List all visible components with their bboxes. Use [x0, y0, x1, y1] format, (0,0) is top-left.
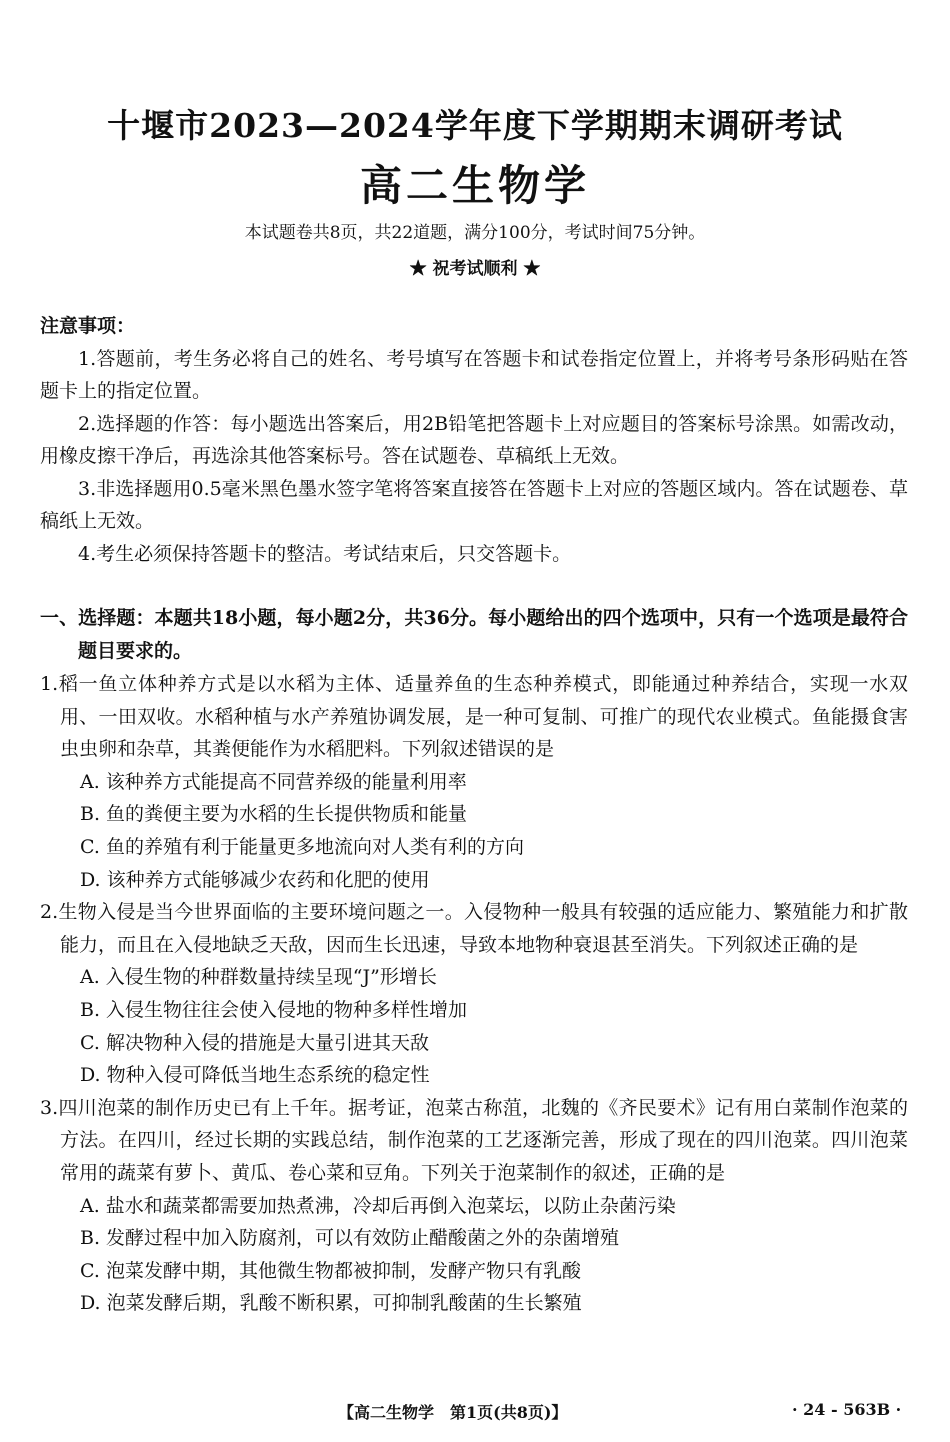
- notice-item: 3.非选择题用0.5毫米黑色墨水签字笔将答案直接答在答题卡上对应的答题区域内。答在试题卷、草稿纸上无效。: [40, 477, 908, 532]
- option-d: D. 泡菜发酵后期，乳酸不断积累，可抑制乳酸菌的生长繁殖: [80, 1292, 582, 1315]
- notice-item: 1.答题前，考生务必将自己的姓名、考号填写在答题卡和试卷指定位置上，并将考号条形码贴在答题卡上的指定位置。: [40, 347, 908, 402]
- exam-info: 本试题卷共8页，共22道题，满分100分，考试时间75分钟。: [244, 223, 706, 243]
- option-c: C. 解决物种入侵的措施是大量引进其天敌: [80, 1031, 429, 1054]
- option-d: D. 物种入侵可降低当地生态系统的稳定性: [80, 1064, 430, 1087]
- exam-title: 十堰市2023—2024学年度下学期期末调研考试: [107, 106, 843, 145]
- option-a: A. 入侵生物的种群数量持续呈现“J”形增长: [80, 966, 437, 989]
- notice-block: [40, 310, 908, 570]
- option-b: B. 发酵过程中加入防腐剂，可以有效防止醋酸菌之外的杂菌增殖: [80, 1227, 620, 1250]
- notice-title: 注意事项：: [40, 315, 136, 337]
- question-list: [40, 668, 908, 1320]
- page-number-label: 【高二生物学 第1页(共8页)】: [338, 1403, 568, 1422]
- option-a: A. 盐水和蔬菜都需要加热煮沸，冷却后再倒入泡菜坛，以防止杂菌污染: [80, 1194, 676, 1217]
- question-stem: 2.生物入侵是当今世界面临的主要环境问题之一。入侵物种一般具有较强的适应能力、繁殖能力和扩散能力，而且在入侵地缺乏天敌，因而生长迅速，导致本地物种衰退甚至消失。下列叙述正确的是: [40, 901, 908, 956]
- option-c: C. 泡菜发酵中期，其他微生物都被抑制，发酵产物只有乳酸: [80, 1259, 581, 1282]
- option-b: B. 入侵生物往往会使入侵地的物种多样性增加: [80, 998, 468, 1021]
- exam-motto: ★ 祝考试顺利 ★: [409, 259, 541, 279]
- question-1: [40, 668, 908, 896]
- option-c: C. 鱼的养殖有利于能量更多地流向对人类有利的方向: [80, 835, 524, 858]
- question-stem: 1.稻一鱼立体种养方式是以水稻为主体、适量养鱼的生态种养模式，即能通过种养结合，实现一水双用、一田双收。水稻种植与水产养殖协调发展，是一种可复制、可推广的现代农业模式。鱼能摄食害虫虫卵和杂草，其粪便能作为水稻肥料。下列叙述错误的是: [40, 673, 908, 761]
- option-d: D. 该种养方式能够减少农药和化肥的使用: [80, 868, 430, 891]
- question-2: [40, 896, 908, 1092]
- notice-item: 4.考生必须保持答题卡的整洁。考试结束后，只交答题卡。: [78, 542, 572, 565]
- question-3: [40, 1092, 908, 1320]
- option-a: A. 该种养方式能提高不同营养级的能量利用率: [80, 770, 467, 793]
- section-heading: [40, 602, 908, 667]
- question-stem: 3.四川泡菜的制作历史已有上千年。据考证，泡菜古称菹，北魏的《齐民要术》记有用白菜制作泡菜的方法。在四川，经过长期的实践总结，制作泡菜的工艺逐渐完善，形成了现在的四川泡菜。四川泡菜常用的蔬菜有萝卜、黄瓜、卷心菜和豆角。下列关于泡菜制作的叙述，正确的是: [40, 1096, 908, 1184]
- notice-item: 2.选择题的作答：每小题选出答案后，用2B铅笔把答题卡上对应题目的答案标号涂黑。如需改动，用橡皮擦干净后，再选涂其他答案标号。答在试题卷、草稿纸上无效。: [40, 412, 908, 467]
- subject-title: 高二生物学: [359, 161, 590, 210]
- option-b: B. 鱼的粪便主要为水稻的生长提供物质和能量: [80, 803, 468, 826]
- paper-code: · 24 - 563B ·: [792, 1400, 902, 1419]
- section-heading-text: 一、选择题：本题共18小题，每小题2分，共36分。每小题给出的四个选项中，只有一个选项是最符合题目要求的。: [40, 607, 908, 662]
